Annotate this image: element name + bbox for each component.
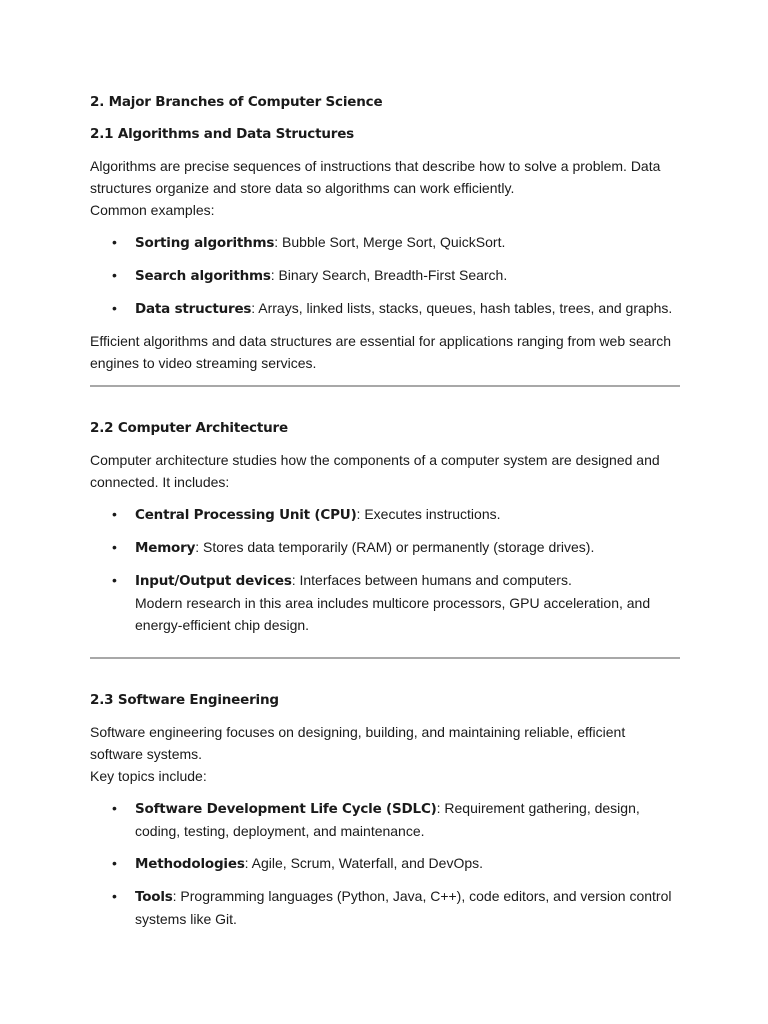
list-item: [90, 264, 680, 287]
intro-paragraph: Computer architecture studies how the components of a computer system are designed and connected. It includes:: [90, 452, 660, 490]
list-item: [90, 231, 680, 254]
intro-paragraph: Software engineering focuses on designing, building, and maintaining reliable, efficient software systems.: [90, 724, 626, 762]
item-term: Methodologies: [135, 856, 245, 872]
section-architecture: [90, 417, 680, 636]
list-item: [90, 536, 680, 559]
item-text: : Agile, Scrum, Waterfall, and DevOps.: [244, 855, 484, 871]
item-text: : Arrays, linked lists, stacks, queues, hash tables, trees, and graphs.: [251, 300, 673, 316]
list-item: [90, 569, 680, 636]
item-term: Tools: [135, 889, 173, 905]
intro-lead: Common examples:: [90, 202, 215, 218]
bullet-list: [90, 503, 680, 636]
item-text: : Requirement gathering, design, coding, testing, deployment, and maintenance.: [135, 800, 640, 839]
item-term: Software Development Life Cycle (SDLC): [135, 801, 437, 817]
item-text: : Interfaces between humans and computers.: [291, 572, 572, 588]
item-text: : Executes instructions.: [356, 506, 501, 522]
document-body: [90, 91, 680, 940]
item-term: Input/Output devices: [135, 573, 292, 589]
list-item: [90, 797, 680, 842]
section-title: 2.2 Computer Architecture: [90, 420, 288, 436]
section-software-engineering: [90, 689, 680, 930]
item-term: Search algorithms: [135, 268, 271, 284]
intro-paragraph: Algorithms are precise sequences of instructions that describe how to solve a problem. Data structures organize and store data so algorithms can work efficiently.: [90, 158, 661, 196]
bullet-list: [90, 231, 680, 320]
section-title: 2.3 Software Engineering: [90, 692, 279, 708]
intro-lead: Key topics include:: [90, 768, 207, 784]
list-item: [90, 885, 680, 930]
item-text: : Bubble Sort, Merge Sort, QuickSort.: [274, 234, 506, 250]
item-text: : Binary Search, Breadth-First Search.: [270, 267, 508, 283]
item-extra: Modern research in this area includes multicore processors, GPU acceleration, and energy-efficient chip design.: [135, 595, 651, 633]
section-algorithms: [90, 123, 680, 374]
section-intro: [90, 449, 680, 493]
list-item: [90, 852, 680, 875]
item-term: Sorting algorithms: [135, 235, 275, 251]
section-intro: [90, 721, 680, 787]
item-term: Memory: [135, 540, 196, 556]
item-text: : Stores data temporarily (RAM) or permanently (storage drives).: [195, 539, 595, 555]
list-item: [90, 297, 680, 320]
bullet-list: [90, 797, 680, 930]
item-text: : Programming languages (Python, Java, C++), code editors, and version control systems like Git.: [135, 888, 672, 927]
section-title: 2.1 Algorithms and Data Structures: [90, 126, 355, 142]
section-intro: [90, 155, 680, 221]
item-term: Data structures: [135, 301, 252, 317]
item-term: Central Processing Unit (CPU): [135, 507, 357, 523]
list-item: [90, 503, 680, 526]
section-outro: Efficient algorithms and data structures are essential for applications ranging from web search engines to video streaming services.: [90, 333, 672, 371]
chapter-heading: 2. Major Branches of Computer Science: [90, 94, 383, 110]
